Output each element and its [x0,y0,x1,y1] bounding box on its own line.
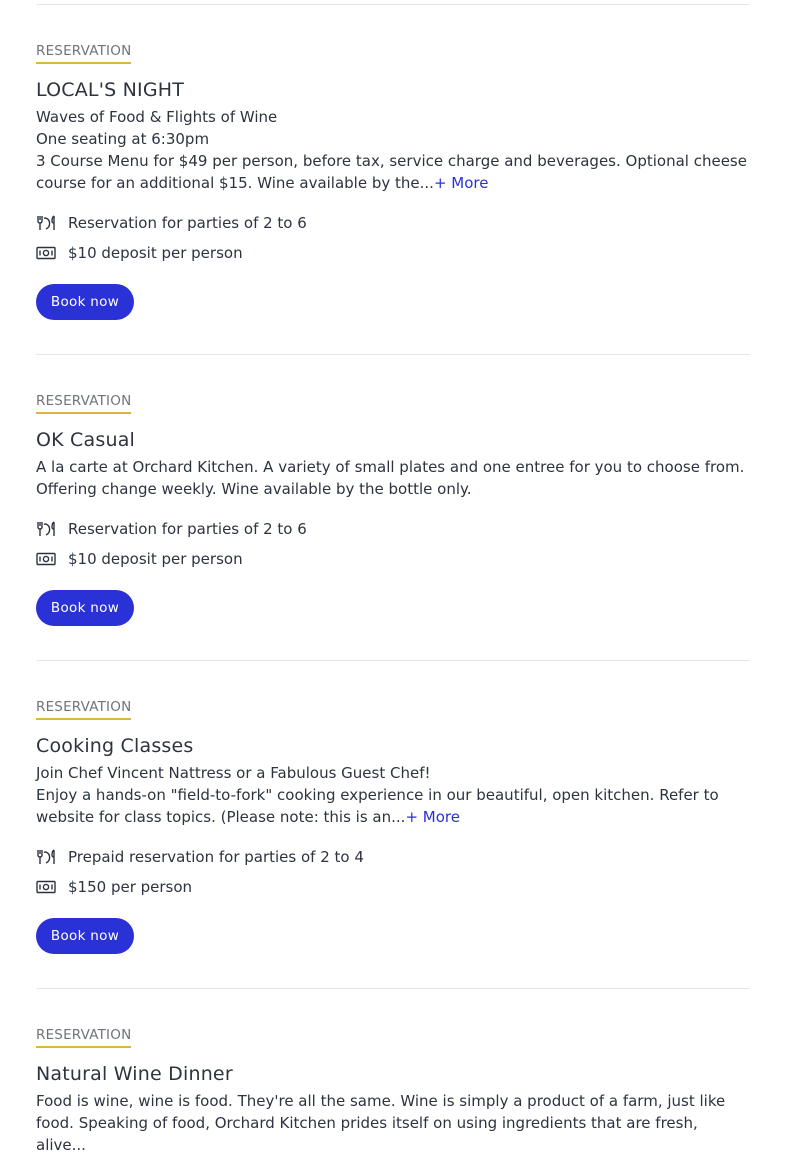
experience-title: Cooking Classes [36,735,194,757]
experience-details [36,518,750,570]
experience-title: Natural Wine Dinner [36,1063,233,1085]
price-text: $10 deposit per person [68,550,243,568]
cash-icon [36,244,56,262]
party-size-row [36,518,750,540]
experience-card-natural-wine-dinner [36,1024,750,1156]
book-now-button[interactable]: Book now [36,284,134,320]
top-divider [36,4,749,5]
cash-icon [36,550,56,568]
experience-details [36,212,750,264]
cash-icon [36,878,56,896]
experience-title: LOCAL'S NIGHT [36,79,185,101]
section-divider [36,354,750,355]
experience-title: OK Casual [36,429,136,451]
description-line: A la carte at Orchard Kitchen. A variety of small plates and one entree for you to choose from. Offering change weekly. Wine available by the bottle only. [36,458,745,498]
utensils-plate-icon [36,214,56,232]
description-line: One seating at 6:30pm [36,130,210,148]
experience-card-ok-casual [36,390,750,626]
party-size-row [36,846,750,868]
party-size-text: Prepaid reservation for parties of 2 to 4 [68,848,364,866]
section-divider [36,660,750,661]
description-line: Food is wine, wine is food. They're all the same. Wine is simply a product of a farm, just like food. Speaking of food, Orchard Kitchen prides itself on using ingredients that are fresh, alive... [36,1092,726,1154]
experience-details [36,846,750,898]
experience-card-locals-night [36,40,750,320]
reservation-tag: RESERVATION [36,1026,131,1048]
section-divider [36,988,750,989]
utensils-plate-icon [36,520,56,538]
experience-description [36,762,750,828]
reservation-tag: RESERVATION [36,698,131,720]
price-text: $150 per person [68,878,193,896]
more-link[interactable]: + More [433,174,489,192]
more-link[interactable]: + More [405,808,460,826]
price-row [36,876,750,898]
experience-card-cooking-classes [36,696,750,954]
book-now-button[interactable]: Book now [36,590,134,626]
description-line: 3 Course Menu for $49 per person, before tax, service charge and beverages. Optional cheese course for an additional $15. Wine available by the... [36,152,747,192]
experience-description [36,106,750,194]
experience-description [36,1090,750,1156]
price-row [36,548,750,570]
price-text: $10 deposit per person [68,244,243,262]
book-now-button[interactable]: Book now [36,918,134,954]
reservation-tag: RESERVATION [36,392,131,414]
party-size-text: Reservation for parties of 2 to 6 [68,214,307,232]
party-size-row [36,212,750,234]
description-line: Enjoy a hands-on "field-to-fork" cooking experience in our beautiful, open kitchen. Refer to website for class topics. (Please note: this is an... [36,786,719,826]
utensils-plate-icon [36,848,56,866]
price-row [36,242,750,264]
party-size-text: Reservation for parties of 2 to 6 [68,520,307,538]
description-line: Waves of Food & Flights of Wine [36,108,278,126]
description-line: Join Chef Vincent Nattress or a Fabulous Guest Chef! [36,764,431,782]
reservation-tag: RESERVATION [36,42,131,64]
experience-description [36,456,750,500]
